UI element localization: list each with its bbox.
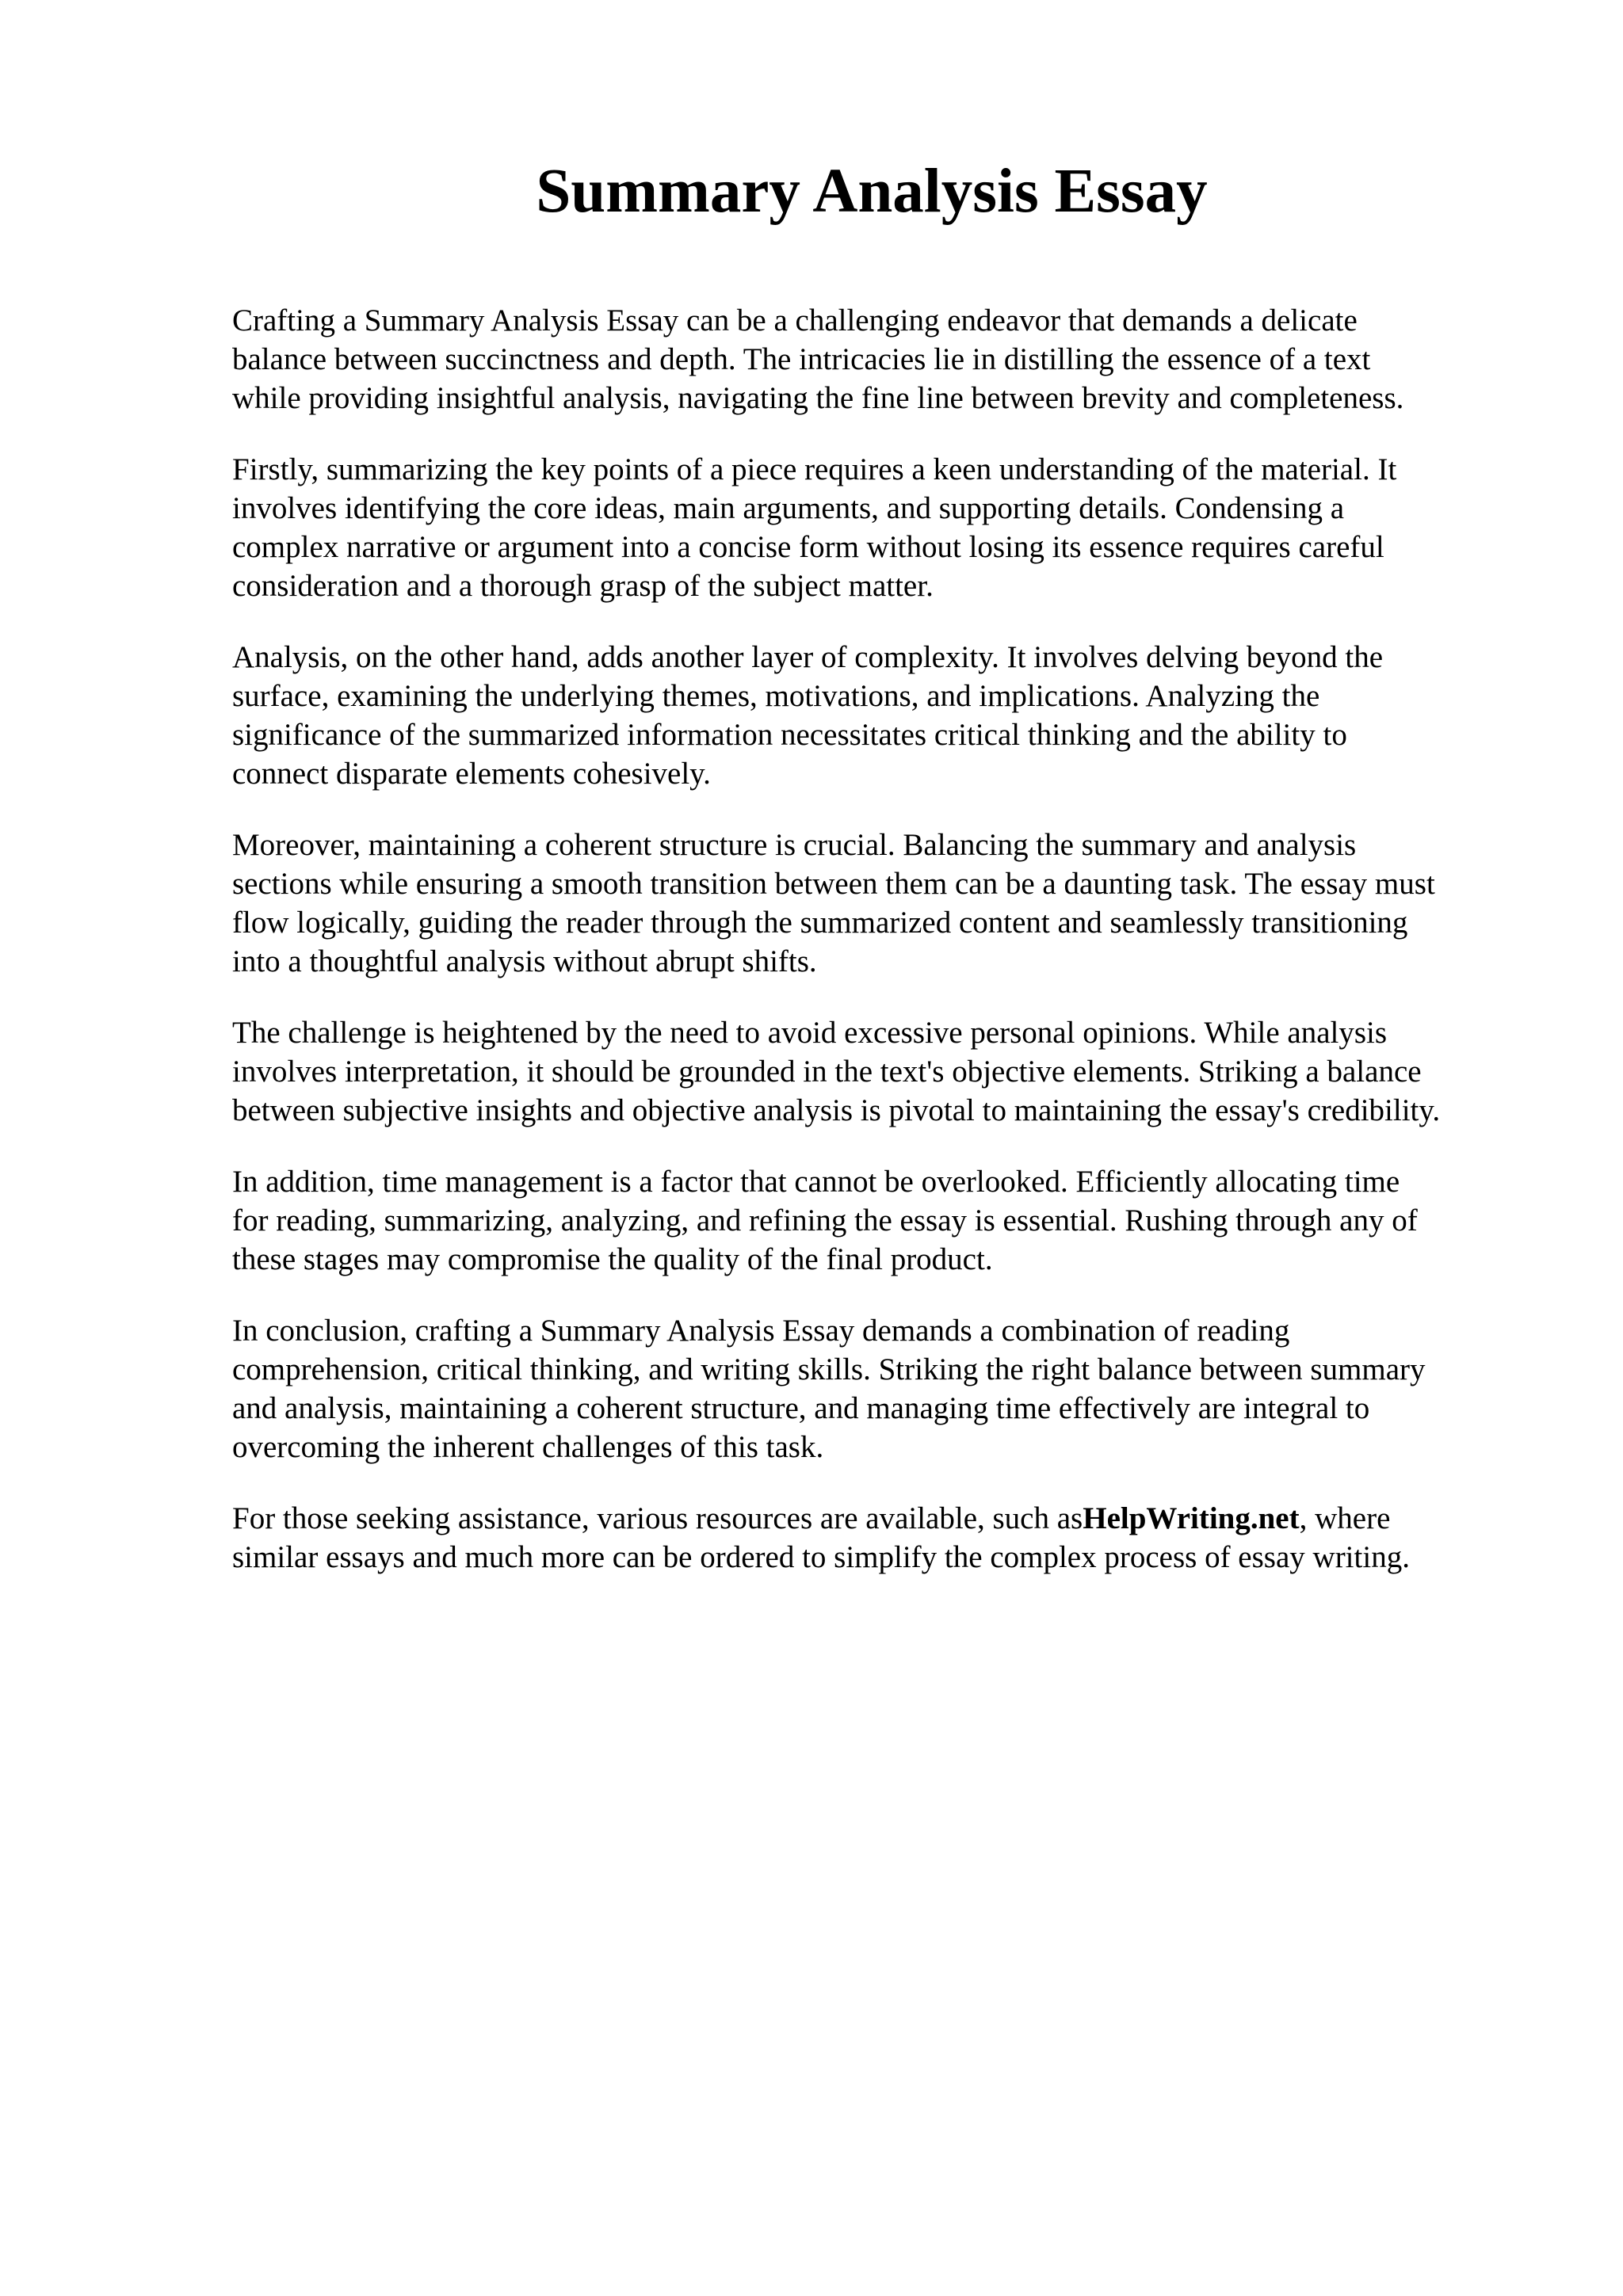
paragraph-summarizing xyxy=(232,450,1571,605)
text-line: surface, examining the underlying themes, motivations, and implications. Analyzing the xyxy=(232,679,1320,713)
text-line: In conclusion, crafting a Summary Analysis Essay demands a combination of reading xyxy=(232,1314,1290,1348)
paragraph-conclusion xyxy=(232,1311,1571,1466)
essay-body xyxy=(232,301,1571,1609)
text-line: while providing insightful analysis, navigating the fine line between brevity and completeness. xyxy=(232,381,1404,415)
text-line: similar essays and much more can be ordered to simplify the complex process of essay writing. xyxy=(232,1540,1410,1574)
text-line: Moreover, maintaining a coherent structure is crucial. Balancing the summary and analysis xyxy=(232,828,1357,862)
closing-text-after: , where xyxy=(1299,1501,1391,1535)
paragraph-opinions xyxy=(232,1013,1571,1130)
text-line: into a thoughtful analysis without abrupt shifts. xyxy=(232,944,817,978)
paragraph-time-management xyxy=(232,1162,1571,1279)
page-title: Summary Analysis Essay xyxy=(536,157,1208,226)
text-line: significance of the summarized information necessitates critical thinking and the ability to xyxy=(232,718,1347,752)
text-line: flow logically, guiding the reader through the summarized content and seamlessly transitioning xyxy=(232,906,1408,940)
text-line: and analysis, maintaining a coherent structure, and managing time effectively are integral to xyxy=(232,1391,1370,1425)
text-line: sections while ensuring a smooth transition between them can be a daunting task. The essay must xyxy=(232,867,1435,901)
text-line xyxy=(232,1499,1571,1538)
text-line: overcoming the inherent challenges of this task. xyxy=(232,1430,824,1464)
text-line: Analysis, on the other hand, adds another layer of complexity. It involves delving beyond the xyxy=(232,640,1384,674)
brand-link[interactable]: HelpWriting.net xyxy=(1083,1501,1300,1535)
text-line: for reading, summarizing, analyzing, and refining the essay is essential. Rushing through any of xyxy=(232,1203,1418,1238)
paragraph-closing xyxy=(232,1499,1571,1577)
text-line: these stages may compromise the quality of the final product. xyxy=(232,1242,993,1276)
text-line: involves interpretation, it should be grounded in the text's objective elements. Striking a balance xyxy=(232,1055,1422,1089)
text-line: between subjective insights and objective analysis is pivotal to maintaining the essay's credibility. xyxy=(232,1093,1441,1127)
text-line: Firstly, summarizing the key points of a piece requires a keen understanding of the material. It xyxy=(232,452,1397,486)
text-line: Crafting a Summary Analysis Essay can be a challenging endeavor that demands a delicate xyxy=(232,303,1358,338)
text-line: complex narrative or argument into a concise form without losing its essence requires careful xyxy=(232,530,1384,564)
text-line: comprehension, critical thinking, and writing skills. Striking the right balance between summary xyxy=(232,1352,1426,1386)
text-line: The challenge is heightened by the need to avoid excessive personal opinions. While analysis xyxy=(232,1016,1388,1050)
text-line: connect disparate elements cohesively. xyxy=(232,757,711,791)
paragraph-intro xyxy=(232,301,1571,418)
text-line: consideration and a thorough grasp of the subject matter. xyxy=(232,569,934,603)
paragraph-analysis xyxy=(232,638,1571,793)
closing-text-before: For those seeking assistance, various resources are available, such as xyxy=(232,1501,1083,1535)
paragraph-structure xyxy=(232,826,1571,981)
text-line: involves identifying the core ideas, main arguments, and supporting details. Condensing a xyxy=(232,491,1345,525)
text-line: balance between succinctness and depth. The intricacies lie in distilling the essence of a text xyxy=(232,342,1371,376)
text-line: In addition, time management is a factor that cannot be overlooked. Efficiently allocating time xyxy=(232,1165,1400,1199)
